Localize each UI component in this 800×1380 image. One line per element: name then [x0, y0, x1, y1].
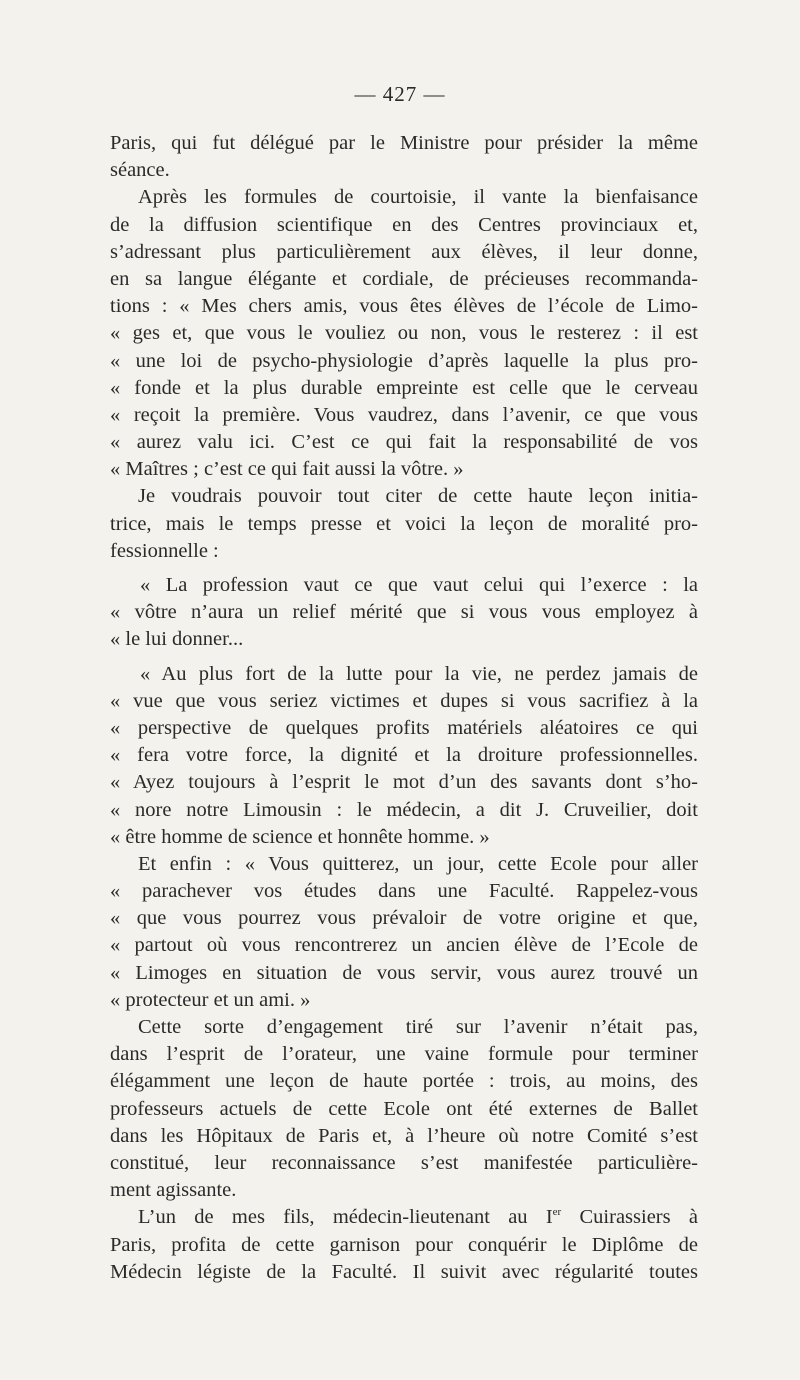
text-line: Paris, profita de cette garnison pour conquérir le Diplôme de	[110, 1233, 698, 1256]
text-line: « le lui donner...	[110, 628, 244, 651]
text-line: « vue que vous seriez victimes et dupes si vous sacrifiez à la	[110, 689, 698, 712]
text-line: Après les formules de courtoisie, il vante la bienfaisance	[138, 186, 698, 209]
text-line: en sa langue élégante et cordiale, de précieuses recommanda-	[110, 267, 698, 290]
text-line: dans les Hôpitaux de Paris et, à l’heure où notre Comité s’est	[110, 1124, 698, 1147]
text-line: « fera votre force, la dignité et la droiture professionnelles.	[110, 744, 698, 767]
ordinal-superscript: er	[552, 1206, 562, 1219]
text-line: « Ayez toujours à l’esprit le mot d’un des savants dont s’ho-	[110, 771, 698, 794]
text-line: « protecteur et un ami. »	[110, 988, 311, 1011]
text-fragment: L’un de mes fils, médecin-lieutenant au I	[138, 1206, 553, 1229]
text-line: de la diffusion scientifique en des Centres provinciaux et,	[110, 213, 698, 236]
text-line: « partout où vous rencontrerez un ancien élève de l’Ecole de	[110, 934, 698, 957]
text-line: séance.	[110, 159, 170, 182]
text-line: Et enfin : « Vous quitterez, un jour, cette Ecole pour aller	[138, 852, 698, 875]
text-line: « fonde et la plus durable empreinte est celle que le cerveau	[110, 376, 698, 399]
text-fragment: Cuirassiers à	[561, 1206, 698, 1229]
text-line: « être homme de science et honnête homme. »	[110, 825, 490, 848]
text-line: professeurs actuels de cette Ecole ont été externes de Ballet	[110, 1097, 698, 1120]
page-number: — 427 —	[354, 82, 446, 106]
text-line: ment agissante.	[110, 1179, 237, 1202]
text-line: « reçoit la première. Vous vaudrez, dans l’avenir, ce que vous	[110, 403, 698, 426]
text-line: fessionnelle :	[110, 539, 219, 562]
text-line: Je voudrais pouvoir tout citer de cette haute leçon initia-	[138, 485, 698, 508]
text-line: « Limoges en situation de vous servir, vous aurez trouvé un	[110, 961, 698, 984]
text-line: « parachever vos études dans une Faculté. Rappelez-vous	[110, 880, 698, 903]
text-line: « La profession vaut ce que vaut celui qui l’exerce : la	[140, 574, 698, 596]
text-line: trice, mais le temps presse et voici la leçon de moralité pro-	[110, 512, 698, 535]
text-line: tions : « Mes chers amis, vous êtes élèves de l’école de Limo-	[110, 295, 698, 318]
text-line: « vôtre n’aura un relief mérité que si vous vous employez à	[110, 601, 698, 624]
text-line: « que vous pourrez vous prévaloir de votre origine et que,	[110, 907, 698, 930]
text-line: constitué, leur reconnaissance s’est manifestée particulière-	[110, 1151, 698, 1174]
text-line: « Au plus fort de la lutte pour la vie, ne perdez jamais de	[140, 662, 698, 685]
text-line: élégamment une leçon de haute portée : trois, au moins, des	[110, 1070, 698, 1093]
text-line: « ges et, que vous le vouliez ou non, vous le resterez : il est	[110, 322, 698, 345]
text-line: Paris, qui fut délégué par le Ministre pour présider la même	[110, 132, 698, 154]
text-line: Médecin légiste de la Faculté. Il suivit avec régularité toutes	[110, 1260, 698, 1283]
text-line: dans l’esprit de l’orateur, une vaine formule pour terminer	[110, 1043, 698, 1066]
text-line: « aurez valu ici. C’est ce qui fait la responsabilité de vos	[110, 431, 698, 454]
text-line: « une loi de psycho-physiologie d’après laquelle la plus pro-	[110, 349, 698, 372]
text-line	[110, 1204, 698, 1231]
text-line: « perspective de quelques profits matériels aléatoires ce qui	[110, 716, 698, 739]
body-text	[110, 130, 698, 1286]
text-line: Cette sorte d’engagement tiré sur l’avenir n’était pas,	[138, 1016, 698, 1038]
text-line: « Maîtres ; c’est ce qui fait aussi la vôtre. »	[110, 458, 464, 481]
text-line: « nore notre Limousin : le médecin, a dit J. Cruveilier, doit	[110, 798, 698, 821]
text-line: s’adressant plus particulièrement aux élèves, il leur donne,	[110, 240, 698, 263]
